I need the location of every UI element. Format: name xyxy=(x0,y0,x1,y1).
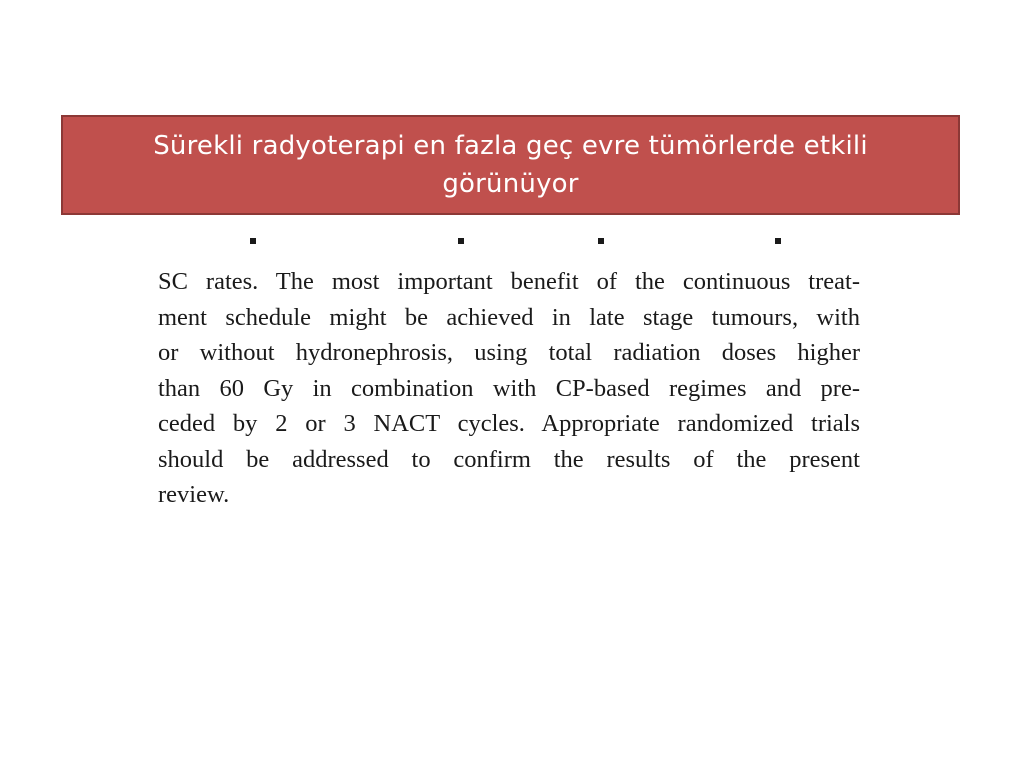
excerpt-line: SC rates. The most important benefit of the continuous treat- xyxy=(158,268,860,295)
excerpt-line: ment schedule might be achieved in late stage tumours, with xyxy=(158,303,860,331)
slide-title: Sürekli radyoterapi en fazla geç evre tümörlerde etkili görünüyor xyxy=(153,131,868,199)
excerpt-line: ceded by 2 or 3 NACT cycles. Appropriate randomized trials xyxy=(158,410,860,437)
excerpt-line: or without hydronephrosis, using total radiation doses higher xyxy=(158,339,860,366)
paper-excerpt-image xyxy=(158,236,860,506)
slide-title-box xyxy=(61,115,960,215)
excerpt-line: review. xyxy=(158,481,230,506)
cropped-previous-line xyxy=(158,236,860,244)
excerpt-line: than 60 Gy in combination with CP-based regimes and pre- xyxy=(158,374,860,402)
excerpt-line: should be addressed to confirm the results of the present xyxy=(158,445,860,473)
excerpt-paragraph xyxy=(158,264,860,506)
